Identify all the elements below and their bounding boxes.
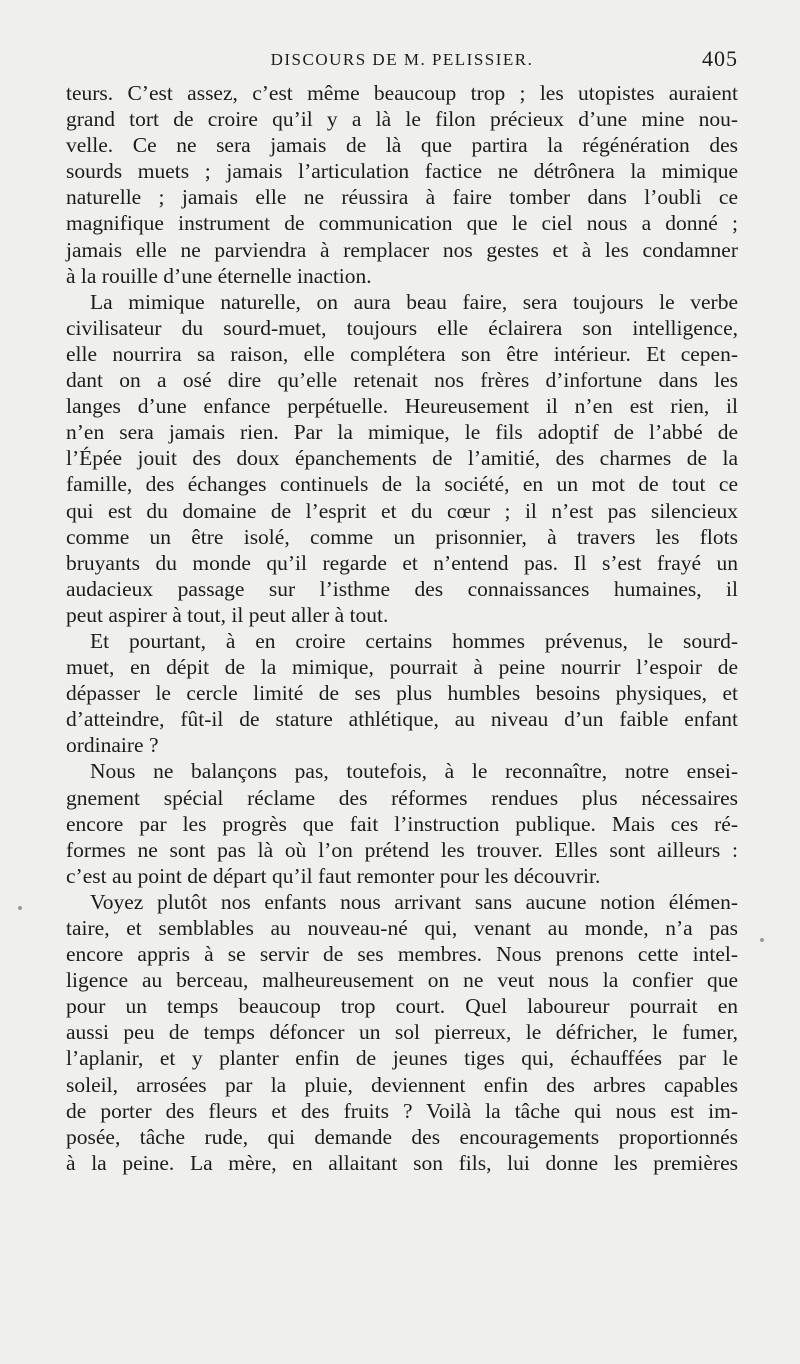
text-line: jamais elle ne parviendra à remplacer nos gestes et à les condamner: [66, 237, 738, 262]
text-line: sourds muets ; jamais l’articulation factice ne détrônera la mimique: [66, 159, 738, 184]
body-text: [66, 80, 738, 1176]
page-header: [66, 46, 738, 76]
paragraph: [66, 80, 738, 289]
text-line: ordinaire ?: [66, 733, 159, 758]
text-line: encore appris à se servir de ses membres. Nous prenons cette intel-: [66, 942, 738, 967]
text-line: teurs. C’est assez, c’est même beaucoup trop ; les utopistes auraient: [66, 81, 738, 105]
text-line: de porter des fleurs et des fruits ? Voilà la tâche qui nous est im-: [66, 1098, 738, 1123]
text-line: velle. Ce ne sera jamais de là que partira la régénération des: [66, 133, 738, 158]
text-line: d’atteindre, fût-il de stature athlétique, au niveau d’un faible enfant: [66, 707, 738, 732]
text-line: Voyez plutôt nos enfants nous arrivant sans aucune notion élémen-: [90, 889, 738, 914]
text-line: naturelle ; jamais elle ne réussira à faire tomber dans l’oubli ce: [66, 185, 738, 210]
text-line: l’aplanir, et y planter enfin de jeunes tiges qui, échauffées par le: [66, 1046, 738, 1071]
text-line: famille, des échanges continuels de la société, en un mot de tout ce: [66, 472, 738, 497]
text-line: comme un être isolé, comme un prisonnier, à travers les flots: [66, 524, 738, 549]
text-line: civilisateur du sourd-muet, toujours elle éclairera son intelligence,: [66, 315, 738, 340]
text-line: taire, et semblables au nouveau-né qui, venant au monde, n’a pas: [66, 916, 738, 940]
text-line: à la peine. La mère, en allaitant son fils, lui donne les premières: [66, 1150, 738, 1175]
text-line: audacieux passage sur l’isthme des connaissances humaines, il: [66, 576, 738, 601]
text-line: gnement spécial réclame des réformes rendues plus nécessaires: [66, 785, 738, 810]
text-line: qui est du domaine de l’esprit et du cœur ; il n’est pas silencieux: [66, 498, 738, 523]
paragraph: [66, 889, 738, 1176]
text-line: encore par les progrès que fait l’instruction publique. Mais ces ré-: [66, 811, 738, 836]
text-line: Et pourtant, à en croire certains hommes prévenus, le sourd-: [90, 628, 738, 653]
text-line: n’en sera jamais rien. Par la mimique, le fils adoptif de l’abbé de: [66, 420, 738, 445]
paper-speck: [760, 938, 764, 942]
text-line: pour un temps beaucoup trop court. Quel laboureur pourrait en: [66, 994, 738, 1019]
text-line: formes ne sont pas là où l’on prétend les trouver. Elles sont ailleurs :: [66, 837, 738, 862]
text-line: dépasser le cercle limité de ses plus humbles besoins physiques, et: [66, 681, 738, 706]
text-line: l’Épée jouit des doux épanchements de l’amitié, des charmes de la: [66, 446, 738, 471]
text-line: à la rouille d’une éternelle inaction.: [66, 263, 372, 288]
paragraph: [66, 289, 738, 628]
text-line: peut aspirer à tout, il peut aller à tout.: [66, 602, 389, 627]
text-line: soleil, arrosées par la pluie, deviennent enfin des arbres capables: [66, 1072, 738, 1097]
text-line: Nous ne balançons pas, toutefois, à le reconnaître, notre ensei-: [90, 759, 738, 784]
text-line: dant on a osé dire qu’elle retenait nos frères d’infortune dans les: [66, 368, 738, 393]
text-line: muet, en dépit de la mimique, pourrait à peine nourrir l’espoir de: [66, 655, 738, 680]
text-line: grand tort de croire qu’il y a là le filon précieux d’une mine nou-: [66, 107, 738, 132]
page-number: 405: [702, 46, 738, 71]
paragraph: [66, 628, 738, 758]
text-line: aussi peu de temps défoncer un sol pierreux, le défricher, le fumer,: [66, 1020, 738, 1045]
running-head: DISCOURS DE M. PELISSIER.: [270, 50, 534, 69]
text-line: langes d’une enfance perpétuelle. Heureusement il n’en est rien, il: [66, 394, 738, 419]
text-line: posée, tâche rude, qui demande des encouragements proportionnés: [66, 1124, 738, 1149]
text-line: c’est au point de départ qu’il faut remonter pour les découvrir.: [66, 863, 601, 888]
paragraph: [66, 758, 738, 888]
text-line: bruyants du monde qu’il regarde et n’entend pas. Il s’est frayé un: [66, 550, 738, 575]
text-line: ligence au berceau, malheureusement on ne veut nous la confier que: [66, 968, 738, 993]
text-line: La mimique naturelle, on aura beau faire, sera toujours le verbe: [90, 289, 738, 314]
text-line: elle nourrira sa raison, elle complétera son être intérieur. Et cepen-: [66, 341, 738, 366]
text-line: magnifique instrument de communication que le ciel nous a donné ;: [66, 211, 738, 236]
paper-speck: [18, 906, 22, 910]
